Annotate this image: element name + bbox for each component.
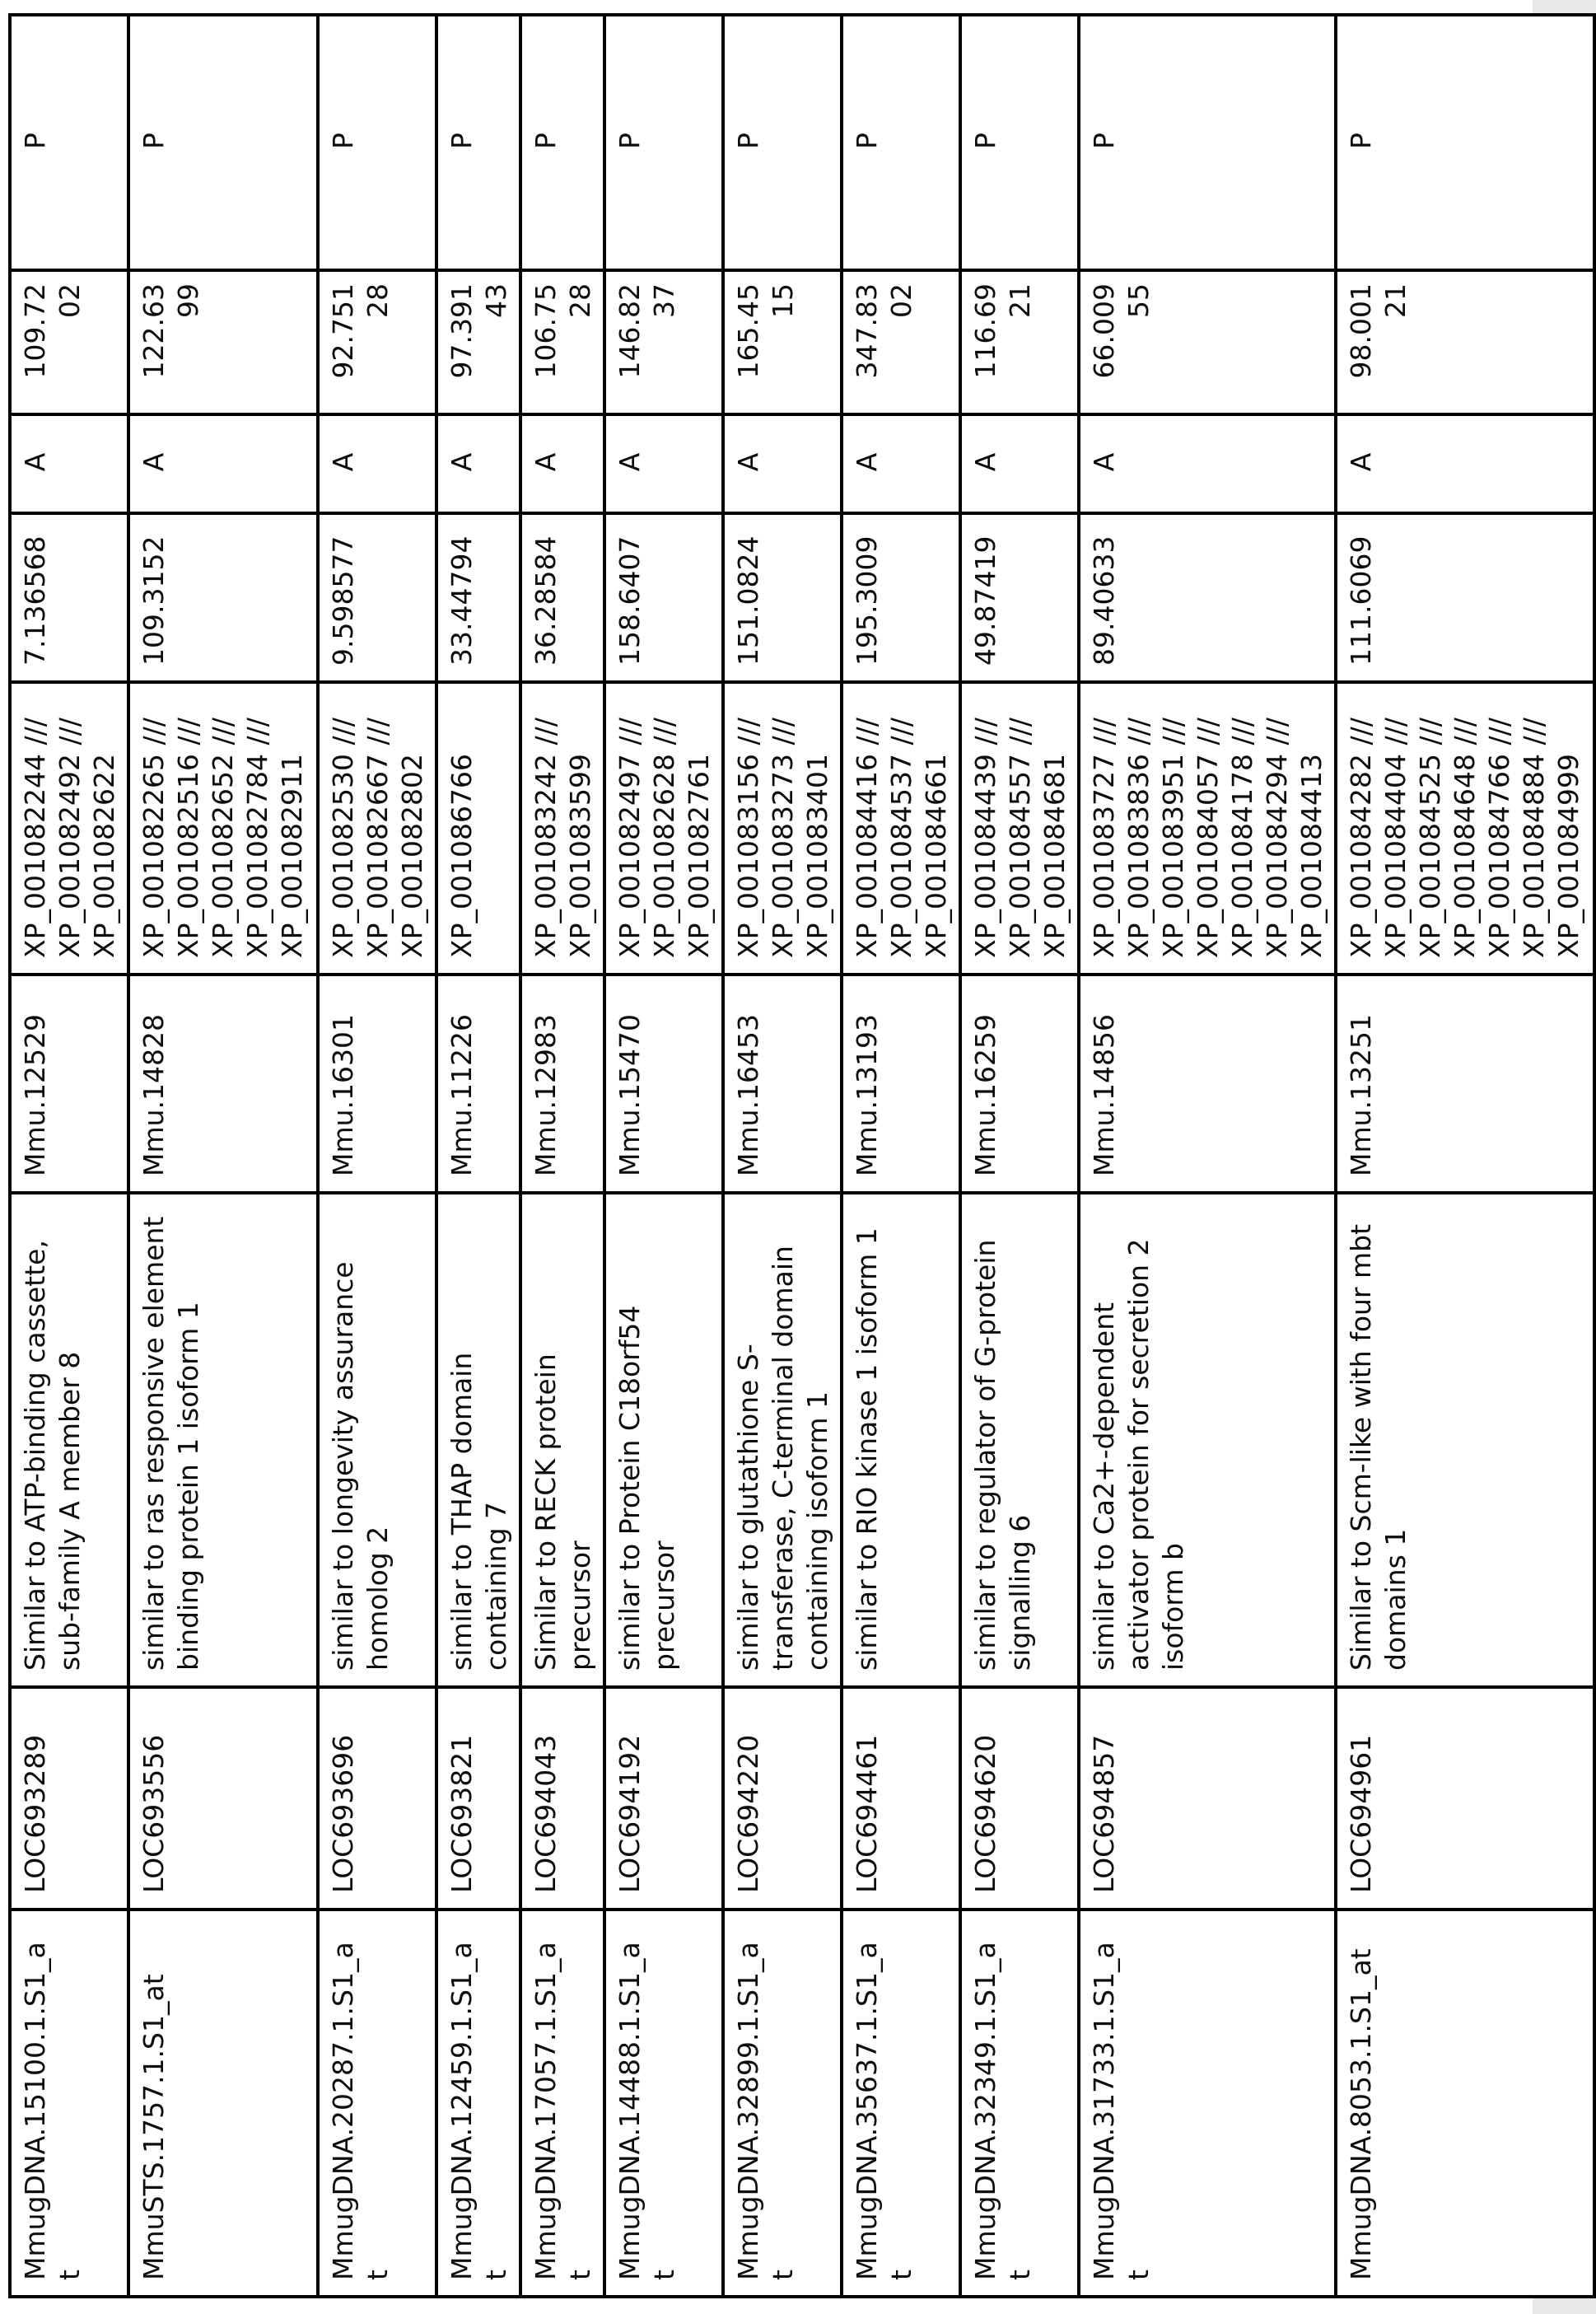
unigene-id-cell: Mmu.16259 — [960, 975, 1079, 1193]
locus-id-cell: LOC694857 — [1079, 1687, 1336, 1910]
table-row — [723, 15, 842, 2297]
signal-value-cell: 158.6407 — [604, 513, 723, 682]
signal-value-cell: 195.3009 — [842, 513, 960, 682]
signal-value-cell: 33.44794 — [436, 513, 520, 682]
signal-value-cell: 9.598577 — [318, 513, 436, 682]
signal-value-2-cell: 66.009 55 — [1079, 270, 1336, 414]
table-row — [604, 15, 723, 2297]
probe-set-id-cell: MmugDNA.20287.1.S1_a t — [318, 1910, 436, 2297]
table-row — [128, 15, 318, 2297]
detection-flag-cell: A — [436, 414, 520, 513]
locus-id-cell: LOC693289 — [10, 1687, 128, 1910]
table-row — [318, 15, 436, 2297]
signal-value-2-cell: 116.69 21 — [960, 270, 1079, 414]
locus-id-cell: LOC694461 — [842, 1687, 960, 1910]
detection-flag-2-cell: P — [842, 15, 960, 270]
unigene-id-cell: Mmu.13193 — [842, 975, 960, 1193]
gene-description-cell: similar to glutathione S- transferase, C-terminal domain containing isoform 1 — [723, 1193, 842, 1687]
signal-value-cell: 111.6069 — [1336, 513, 1594, 682]
gene-description-cell: Similar to ATP-binding cassette, sub-family A member 8 — [10, 1193, 128, 1687]
signal-value-cell: 7.136568 — [10, 513, 128, 682]
signal-value-cell: 49.87419 — [960, 513, 1079, 682]
gene-description-cell: similar to RIO kinase 1 isoform 1 — [842, 1193, 960, 1687]
detection-flag-2-cell: P — [436, 15, 520, 270]
detection-flag-cell: A — [128, 414, 318, 513]
unigene-id-cell: Mmu.12529 — [10, 975, 128, 1193]
detection-flag-cell: A — [318, 414, 436, 513]
probe-set-id-cell: MmugDNA.8053.1.S1_at — [1336, 1910, 1594, 2297]
table-row — [1079, 15, 1336, 2297]
signal-value-2-cell: 146.82 37 — [604, 270, 723, 414]
detection-flag-2-cell: P — [520, 15, 604, 270]
detection-flag-2-cell: P — [960, 15, 1079, 270]
accession-list-cell: XP_001083727 /// XP_001083836 /// XP_001083951 /// XP_001084057 /// XP_001084178 /// XP_001084294 /// XP_001084413 — [1079, 682, 1336, 975]
detection-flag-2-cell: P — [128, 15, 318, 270]
detection-flag-cell: A — [1079, 414, 1336, 513]
probe-set-id-cell: MmugDNA.12459.1.S1_a t — [436, 1910, 520, 2297]
gene-description-cell: similar to Protein C18orf54 precursor — [604, 1193, 723, 1687]
detection-flag-cell: A — [520, 414, 604, 513]
table-row — [1336, 15, 1594, 2297]
table-row — [436, 15, 520, 2297]
accession-list-cell: XP_001082497 /// XP_001082628 /// XP_001082761 — [604, 682, 723, 975]
probe-set-id-cell: MmugDNA.17057.1.S1_a t — [520, 1910, 604, 2297]
detection-flag-2-cell: P — [723, 15, 842, 270]
probe-set-id-cell: MmugDNA.15100.1.S1_a t — [10, 1910, 128, 2297]
probe-set-id-cell: MmugDNA.31733.1.S1_a t — [1079, 1910, 1336, 2297]
probe-set-id-cell: MmugDNA.32899.1.S1_a t — [723, 1910, 842, 2297]
table-row — [520, 15, 604, 2297]
locus-id-cell: LOC694220 — [723, 1687, 842, 1910]
signal-value-2-cell: 98.001 21 — [1336, 270, 1594, 414]
probe-set-id-cell: MmuSTS.1757.1.S1_at — [128, 1910, 318, 2297]
gene-expression-table — [8, 13, 1596, 2298]
locus-id-cell: LOC694192 — [604, 1687, 723, 1910]
table-row — [842, 15, 960, 2297]
signal-value-2-cell: 122.63 99 — [128, 270, 318, 414]
gene-description-cell: Similar to Scm-like with four mbt domains 1 — [1336, 1193, 1594, 1687]
unigene-id-cell: Mmu.16453 — [723, 975, 842, 1193]
accession-list-cell: XP_001083242 /// XP_001083599 — [520, 682, 604, 975]
gene-description-cell: similar to THAP domain containing 7 — [436, 1193, 520, 1687]
signal-value-cell: 109.3152 — [128, 513, 318, 682]
detection-flag-cell: A — [842, 414, 960, 513]
signal-value-2-cell: 92.751 28 — [318, 270, 436, 414]
gene-description-cell: Similar to RECK protein precursor — [520, 1193, 604, 1687]
unigene-id-cell: Mmu.13251 — [1336, 975, 1594, 1193]
signal-value-2-cell: 97.391 43 — [436, 270, 520, 414]
signal-value-2-cell: 347.83 02 — [842, 270, 960, 414]
signal-value-cell: 151.0824 — [723, 513, 842, 682]
signal-value-2-cell: 165.45 15 — [723, 270, 842, 414]
signal-value-cell: 36.28584 — [520, 513, 604, 682]
detection-flag-cell: A — [723, 414, 842, 513]
unigene-id-cell: Mmu.12983 — [520, 975, 604, 1193]
table-row — [960, 15, 1079, 2297]
accession-list-cell: XP_001083156 /// XP_001083273 /// XP_001083401 — [723, 682, 842, 975]
table-body — [10, 15, 1594, 2297]
signal-value-2-cell: 106.75 28 — [520, 270, 604, 414]
signal-value-2-cell: 109.72 02 — [10, 270, 128, 414]
gene-description-cell: similar to regulator of G-protein signalling 6 — [960, 1193, 1079, 1687]
accession-list-cell: XP_001084282 /// XP_001084404 /// XP_001084525 /// XP_001084648 /// XP_001084766 /// XP_001084884 /// XP_001084999 — [1336, 682, 1594, 975]
locus-id-cell: LOC693821 — [436, 1687, 520, 1910]
detection-flag-2-cell: P — [318, 15, 436, 270]
detection-flag-2-cell: P — [1079, 15, 1336, 270]
probe-set-id-cell: MmugDNA.35637.1.S1_a t — [842, 1910, 960, 2297]
signal-value-cell: 89.40633 — [1079, 513, 1336, 682]
accession-list-cell: XP_001084416 /// XP_001084537 /// XP_001084661 — [842, 682, 960, 975]
unigene-id-cell: Mmu.11226 — [436, 975, 520, 1193]
locus-id-cell: LOC693556 — [128, 1687, 318, 1910]
detection-flag-cell: A — [1336, 414, 1594, 513]
rotated-table-wrapper — [8, 16, 1584, 2298]
gene-description-cell: similar to Ca2+-dependent activator protein for secretion 2 isoform b — [1079, 1193, 1336, 1687]
detection-flag-2-cell: P — [1336, 15, 1594, 270]
gene-description-cell: similar to longevity assurance homolog 2 — [318, 1193, 436, 1687]
unigene-id-cell: Mmu.15470 — [604, 975, 723, 1193]
detection-flag-cell: A — [604, 414, 723, 513]
accession-list-cell: XP_001084439 /// XP_001084557 /// XP_001084681 — [960, 682, 1079, 975]
unigene-id-cell: Mmu.14856 — [1079, 975, 1336, 1193]
unigene-id-cell: Mmu.14828 — [128, 975, 318, 1193]
gene-description-cell: similar to ras responsive element binding protein 1 isoform 1 — [128, 1193, 318, 1687]
locus-id-cell: LOC694043 — [520, 1687, 604, 1910]
detection-flag-cell: A — [10, 414, 128, 513]
accession-list-cell: XP_001086766 — [436, 682, 520, 975]
probe-set-id-cell: MmugDNA.32349.1.S1_a t — [960, 1910, 1079, 2297]
accession-list-cell: XP_001082244 /// XP_001082492 /// XP_001082622 — [10, 682, 128, 975]
accession-list-cell: XP_001082265 /// XP_001082516 /// XP_001082652 /// XP_001082784 /// XP_001082911 — [128, 682, 318, 975]
table-row — [10, 15, 128, 2297]
unigene-id-cell: Mmu.16301 — [318, 975, 436, 1193]
locus-id-cell: LOC693696 — [318, 1687, 436, 1910]
detection-flag-cell: A — [960, 414, 1079, 513]
locus-id-cell: LOC694620 — [960, 1687, 1079, 1910]
detection-flag-2-cell: P — [10, 15, 128, 270]
accession-list-cell: XP_001082530 /// XP_001082667 /// XP_001082802 — [318, 682, 436, 975]
probe-set-id-cell: MmugDNA.14488.1.S1_a t — [604, 1910, 723, 2297]
locus-id-cell: LOC694961 — [1336, 1687, 1594, 1910]
detection-flag-2-cell: P — [604, 15, 723, 270]
